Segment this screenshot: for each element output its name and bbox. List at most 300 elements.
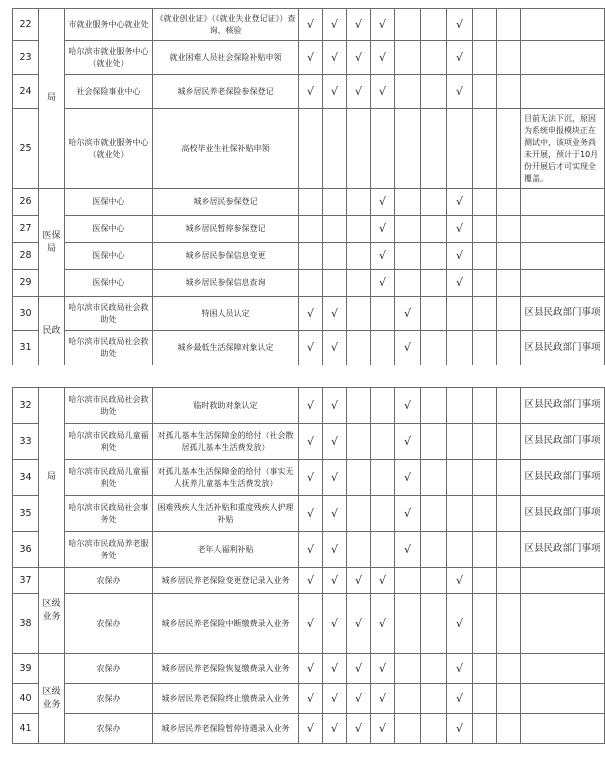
dept-cell: 哈尔滨市民政局儿童福利处 [65,460,153,496]
item-cell: 对孤儿基本生活保障金的给付（事实无人抚养儿童基本生活费发放） [153,460,299,496]
check-cell [347,41,371,75]
check-cell [299,75,323,109]
note-cell [521,189,605,216]
check-cell [299,532,323,568]
dept-cell: 哈尔滨市民政局儿童福利处 [65,424,153,460]
check-cell [447,109,473,189]
dept-cell: 市就业服务中心就业处 [65,9,153,41]
group-label: 局 [46,472,56,483]
row-number: 24 [13,75,39,109]
check-cell [395,714,421,744]
check-cell [347,684,371,714]
check-cell [421,532,447,568]
check-mark: √ [330,691,338,705]
check-cell [447,496,473,532]
check-cell [497,460,521,496]
check-cell [421,216,447,243]
item-cell: 高校毕业生社保补贴申领 [153,109,299,189]
table-row [13,388,605,424]
row-number: 22 [13,9,39,41]
check-cell [473,109,497,189]
check-cell [299,109,323,189]
check-mark: √ [378,195,386,209]
group-label: 区级业务 [42,599,61,622]
check-cell [473,714,497,744]
table-row [13,568,605,594]
item-cell: 就业困难人员社会保险补贴申领 [153,41,299,75]
check-mark: √ [330,616,338,630]
check-cell [473,532,497,568]
group-cell [39,568,65,654]
check-mark: √ [403,434,411,448]
note-cell [521,714,605,744]
check-cell [299,41,323,75]
check-cell [299,189,323,216]
check-cell [497,189,521,216]
check-mark: √ [378,276,386,290]
group-cell [39,654,65,744]
check-cell [473,424,497,460]
check-mark: √ [306,398,314,412]
check-cell [323,9,347,41]
row-number: 37 [13,568,39,594]
row-number: 36 [13,532,39,568]
check-cell [473,9,497,41]
table-row [13,714,605,744]
check-cell [371,75,395,109]
check-mark: √ [306,50,314,64]
check-cell [395,388,421,424]
check-mark: √ [455,721,463,735]
item-cell: 城乡居民参保信息查询 [153,270,299,297]
check-mark: √ [306,84,314,98]
table-row [13,297,605,331]
check-mark: √ [403,306,411,320]
check-cell [421,654,447,684]
check-cell [497,684,521,714]
item-cell: 临时救助对象认定 [153,388,299,424]
check-cell [371,216,395,243]
dept-cell: 哈尔滨市民政局社会事务处 [65,496,153,532]
item-cell: 困难残疾人生活补贴和重度残疾人护理补贴 [153,496,299,532]
check-cell [323,594,347,654]
check-cell [347,424,371,460]
check-mark: √ [330,721,338,735]
check-cell [395,109,421,189]
check-cell [473,41,497,75]
check-mark: √ [455,222,463,236]
check-cell [473,496,497,532]
check-cell [299,9,323,41]
dept-cell: 医保中心 [65,270,153,297]
check-mark: √ [455,84,463,98]
check-mark: √ [306,506,314,520]
check-mark: √ [354,661,362,675]
check-cell [447,424,473,460]
check-mark: √ [378,17,386,31]
check-cell [497,654,521,684]
item-cell: 城乡居民养老保险变更登记录入业务 [153,568,299,594]
check-cell [395,75,421,109]
note-cell [521,216,605,243]
check-mark: √ [306,573,314,587]
check-cell [447,243,473,270]
row-number: 31 [13,331,39,365]
check-mark: √ [455,17,463,31]
check-mark: √ [403,542,411,556]
check-cell [371,270,395,297]
check-cell [299,388,323,424]
check-cell [371,109,395,189]
row-number: 38 [13,594,39,654]
note-cell [521,41,605,75]
check-cell [421,460,447,496]
check-cell [395,189,421,216]
dept-cell: 医保中心 [65,216,153,243]
note-cell [521,9,605,41]
item-cell: 城乡居民养老保险恢复缴费录入业务 [153,654,299,684]
check-cell [323,714,347,744]
check-cell [395,594,421,654]
check-cell [447,460,473,496]
check-cell [421,496,447,532]
check-mark: √ [455,616,463,630]
item-cell: 城乡居民暂停参保登记 [153,216,299,243]
check-cell [299,654,323,684]
check-cell [347,331,371,365]
check-cell [395,41,421,75]
check-cell [371,9,395,41]
check-cell [323,331,347,365]
check-cell [323,216,347,243]
check-mark: √ [378,50,386,64]
check-cell [323,460,347,496]
dept-cell: 农保办 [65,654,153,684]
check-mark: √ [455,691,463,705]
check-mark: √ [306,470,314,484]
check-mark: √ [403,506,411,520]
dept-cell: 农保办 [65,684,153,714]
check-cell [473,594,497,654]
note-cell: 区县民政部门事项 [521,388,605,424]
check-cell [497,331,521,365]
check-cell [347,9,371,41]
check-mark: √ [330,50,338,64]
check-mark: √ [403,398,411,412]
check-cell [299,270,323,297]
check-cell [447,216,473,243]
check-cell [323,684,347,714]
row-number: 34 [13,460,39,496]
check-cell [497,109,521,189]
check-cell [497,532,521,568]
group-cell [39,189,65,297]
page-gap [0,374,591,386]
check-cell [347,594,371,654]
check-cell [347,109,371,189]
check-cell [371,460,395,496]
item-cell: 特困人员认定 [153,297,299,331]
check-cell [473,684,497,714]
note-cell [521,75,605,109]
check-cell [323,109,347,189]
row-number: 25 [13,109,39,189]
check-cell [395,532,421,568]
check-cell [447,189,473,216]
note-cell [521,568,605,594]
check-cell [447,594,473,654]
check-cell [371,568,395,594]
check-cell [323,243,347,270]
check-cell [323,532,347,568]
check-cell [497,424,521,460]
check-mark: √ [330,542,338,556]
dept-cell: 农保办 [65,714,153,744]
check-mark: √ [330,434,338,448]
check-cell [395,216,421,243]
check-cell [371,684,395,714]
table-row [13,41,605,75]
row-number: 35 [13,496,39,532]
group-label: 医保局 [42,231,61,254]
check-cell [497,297,521,331]
check-cell [323,270,347,297]
check-cell [447,297,473,331]
check-mark: √ [378,222,386,236]
check-mark: √ [330,470,338,484]
check-cell [473,189,497,216]
check-mark: √ [354,616,362,630]
dept-cell: 农保办 [65,568,153,594]
check-cell [497,243,521,270]
row-number: 28 [13,243,39,270]
check-cell [473,388,497,424]
table-row [13,684,605,714]
check-cell [299,216,323,243]
check-cell [371,331,395,365]
item-cell: 《就业创业证》（《就业失业登记证》）查询、核验 [153,9,299,41]
check-cell [447,75,473,109]
table-row [13,496,605,532]
check-cell [421,594,447,654]
dept-cell: 哈尔滨市民政局社会救助处 [65,331,153,365]
group-cell [39,297,65,365]
check-cell [497,496,521,532]
check-cell [447,41,473,75]
table-row [13,654,605,684]
check-cell [371,189,395,216]
row-number: 40 [13,684,39,714]
check-cell [395,496,421,532]
check-mark: √ [378,691,386,705]
check-cell [371,41,395,75]
check-cell [371,388,395,424]
check-mark: √ [403,470,411,484]
check-cell [299,424,323,460]
table-row [13,460,605,496]
check-cell [347,216,371,243]
dept-cell: 哈尔滨市就业服务中心（就业处） [65,41,153,75]
services-table-part-2 [12,387,605,744]
check-mark: √ [354,573,362,587]
check-cell [371,297,395,331]
check-cell [347,532,371,568]
check-mark: √ [378,721,386,735]
check-mark: √ [306,542,314,556]
check-cell [299,684,323,714]
check-cell [497,9,521,41]
item-cell: 对孤儿基本生活保障金的给付（社会散居孤儿基本生活费发放） [153,424,299,460]
check-cell [473,568,497,594]
check-cell [347,496,371,532]
check-cell [323,424,347,460]
check-cell [473,331,497,365]
check-cell [421,684,447,714]
group-label: 区级业务 [42,687,61,710]
note-cell [521,654,605,684]
check-mark: √ [306,17,314,31]
row-number: 23 [13,41,39,75]
check-cell [473,75,497,109]
check-mark: √ [378,573,386,587]
check-cell [421,270,447,297]
row-number: 27 [13,216,39,243]
note-cell [521,243,605,270]
check-cell [497,568,521,594]
check-cell [497,388,521,424]
check-cell [421,714,447,744]
check-cell [347,189,371,216]
check-cell [421,243,447,270]
row-number: 39 [13,654,39,684]
check-mark: √ [306,616,314,630]
check-mark: √ [455,249,463,263]
services-table-part-1 [12,8,605,365]
table-row [13,532,605,568]
note-cell: 区县民政部门事项 [521,532,605,568]
table-row [13,189,605,216]
check-cell [371,243,395,270]
check-cell [421,331,447,365]
dept-cell: 医保中心 [65,189,153,216]
check-cell [395,424,421,460]
check-cell [421,424,447,460]
check-cell [497,270,521,297]
check-cell [323,75,347,109]
dept-cell: 哈尔滨市民政局社会救助处 [65,297,153,331]
check-mark: √ [455,276,463,290]
check-cell [421,9,447,41]
check-cell [347,388,371,424]
note-cell: 区县民政部门事项 [521,331,605,365]
table-row [13,243,605,270]
check-mark: √ [403,340,411,354]
note-cell: 区县民政部门事项 [521,460,605,496]
check-mark: √ [354,50,362,64]
check-cell [447,714,473,744]
check-cell [299,568,323,594]
check-cell [323,654,347,684]
check-cell [299,496,323,532]
check-cell [323,297,347,331]
check-mark: √ [378,661,386,675]
check-cell [395,297,421,331]
note-cell [521,594,605,654]
check-mark: √ [306,721,314,735]
check-cell [421,75,447,109]
item-cell: 城乡居民养老保险中断缴费录入业务 [153,594,299,654]
check-mark: √ [455,50,463,64]
row-number: 26 [13,189,39,216]
group-label: 局 [46,93,56,104]
check-cell [323,568,347,594]
note-cell: 目前无法下沉，原因为系统申报模块正在测试中，该项业务尚未开展，预计于10月份开展后才可实现全覆盖。 [521,109,605,189]
check-mark: √ [455,195,463,209]
check-mark: √ [330,306,338,320]
note-cell: 区县民政部门事项 [521,496,605,532]
row-number: 30 [13,297,39,331]
check-mark: √ [306,661,314,675]
check-cell [497,714,521,744]
check-cell [447,684,473,714]
check-mark: √ [455,661,463,675]
check-cell [473,297,497,331]
check-cell [473,460,497,496]
check-mark: √ [378,249,386,263]
check-cell [371,424,395,460]
table-row [13,594,605,654]
dept-cell: 哈尔滨市民政局社会救助处 [65,388,153,424]
check-cell [395,460,421,496]
check-cell [421,568,447,594]
check-mark: √ [378,84,386,98]
table-row [13,216,605,243]
check-cell [299,331,323,365]
check-mark: √ [354,721,362,735]
item-cell: 城乡居民养老保险暂停待遇录入业务 [153,714,299,744]
check-cell [497,75,521,109]
group-label: 民政 [42,325,61,336]
check-mark: √ [306,691,314,705]
check-cell [371,532,395,568]
check-cell [421,41,447,75]
group-cell [39,388,65,568]
check-mark: √ [306,306,314,320]
check-cell [347,270,371,297]
dept-cell: 农保办 [65,594,153,654]
check-mark: √ [354,84,362,98]
check-cell [347,75,371,109]
check-cell [447,532,473,568]
check-cell [299,594,323,654]
check-cell [371,496,395,532]
item-cell: 城乡居民养老保险参保登记 [153,75,299,109]
item-cell: 城乡最低生活保障对象认定 [153,331,299,365]
check-cell [395,243,421,270]
check-mark: √ [455,573,463,587]
check-cell [421,189,447,216]
check-cell [323,41,347,75]
check-cell [447,270,473,297]
group-cell [39,9,65,189]
row-number: 33 [13,424,39,460]
check-mark: √ [306,340,314,354]
check-cell [347,460,371,496]
check-cell [299,460,323,496]
item-cell: 城乡居民养老保险终止缴费录入业务 [153,684,299,714]
check-cell [347,243,371,270]
check-cell [371,714,395,744]
